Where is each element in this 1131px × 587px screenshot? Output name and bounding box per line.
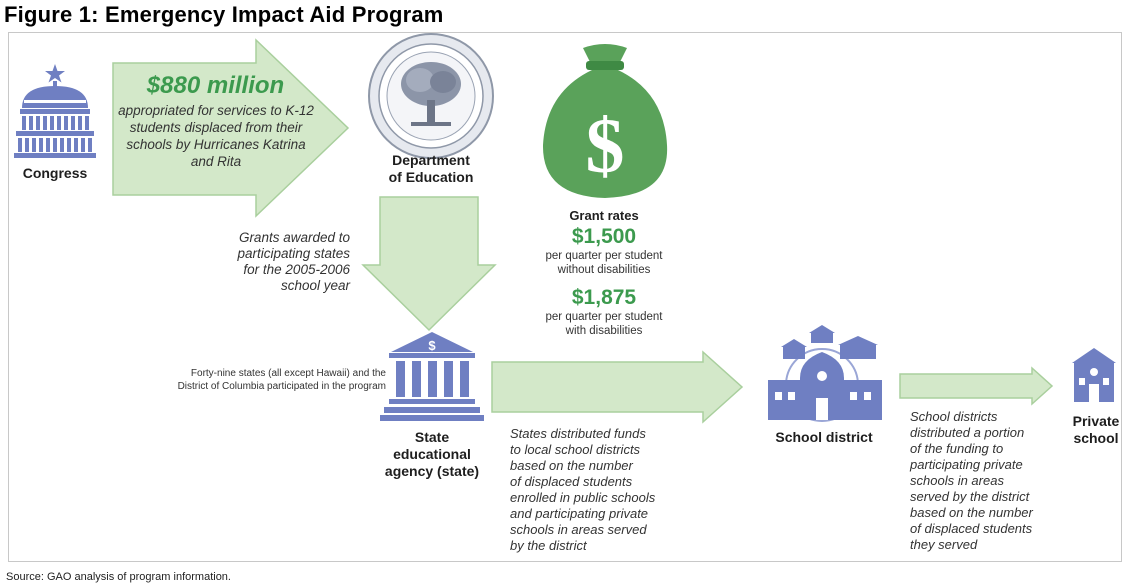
private-school-icon [1072,348,1116,402]
school-district-label: School district [775,429,873,445]
figure-title: Figure 1: Emergency Impact Aid Program [4,2,444,27]
rate-without-disabilities-amount: $1,500 [571,225,637,248]
state-participation-note: Forty-nine states (all except Hawaii) and the District of Columbia participated in the program [177,368,386,392]
svg-text:$: $ [428,338,436,353]
rate-with-disabilities-amount: $1,875 [571,286,637,309]
source-note: Source: GAO analysis of program information. [6,571,231,583]
grants-awarded-note: Grants awarded to participating states for the 2005-2006 school year [237,230,350,293]
grant-rates-heading: Grant rates [569,208,639,223]
school-district-icon [768,325,882,421]
svg-text:$: $ [585,102,625,189]
congress-label: Congress [22,165,88,181]
appropriation-description: appropriated for services to K-12 students displaced from their schools by Hurricanes Katrina and Rita [118,103,314,169]
state-agency-label: State educational agency (state) [384,429,480,479]
capitol-icon [14,64,96,158]
department-seal-icon [369,34,493,158]
state-building-icon [380,332,484,421]
department-label: Department of Education [388,152,474,185]
state-distribution-note: States distributed funds to local school districts based on the number of displaced students enrolled in public schools and participating private schools in areas served by the district [510,426,656,553]
district-distribution-note: School districts distributed a portion of the funding to participating private schools in areas served by the district based on the number of displaced students they served [910,409,1033,552]
appropriation-amount: $880 million [146,72,285,99]
private-school-label: Private school [1072,413,1120,446]
arrow-district-to-private [900,368,1052,404]
money-bag-icon [543,44,667,198]
arrow-state-to-district [492,352,742,422]
arrow-education-to-state [363,197,495,330]
grant-rates: Grant rates $1,500 per quarter per student without disabilities $1,875 per quarter per student with disabilities [520,208,688,338]
